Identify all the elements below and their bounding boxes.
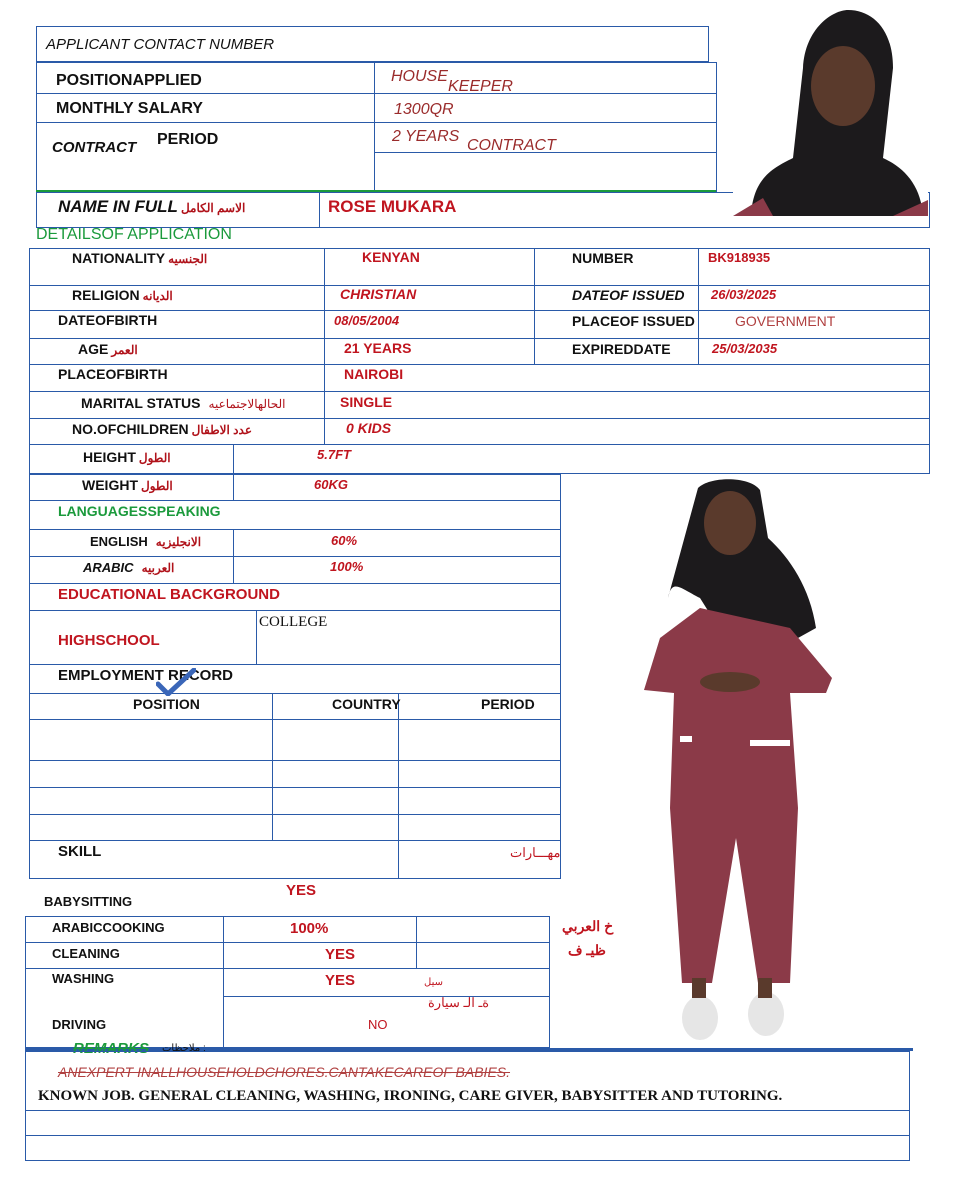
- education-level: HIGHSCHOOL: [58, 632, 160, 649]
- expire-label: EXPIREDDATE: [572, 341, 671, 357]
- skill-title: SKILL: [58, 843, 102, 860]
- age-value: 21 YEARS: [344, 340, 412, 356]
- cooking-label: ARABICCOOKING: [52, 920, 165, 935]
- salary-value: 1300QR: [394, 101, 454, 118]
- weight-value: 60KG: [314, 477, 348, 492]
- contract-label-1: CONTRACT: [52, 139, 137, 156]
- date-issued-label: DATEOF ISSUED: [572, 287, 685, 303]
- english-value: 60%: [331, 533, 358, 548]
- portrait-photo: [733, 8, 928, 216]
- marital-label: MARITAL STATUS الحالهالاجتماعيه: [81, 395, 286, 411]
- languages-title: LANGUAGESSPEAKING: [58, 503, 221, 519]
- full-body-photo: [640, 478, 835, 1048]
- driving-label: DRIVING: [52, 1017, 107, 1032]
- applicant-contact-label: APPLICANT CONTACT NUMBER: [46, 36, 275, 53]
- arabic-value: 100%: [330, 559, 364, 574]
- skill-title-ar: مهـــارات: [510, 845, 561, 860]
- place-issued-value: GOVERNMENT: [735, 313, 836, 329]
- ar-cleaning: ظيـ ف: [568, 942, 606, 958]
- arabic-label: ARABIC العربيه: [83, 560, 175, 575]
- ar-driving: ةـ الـ سيارة: [428, 995, 490, 1010]
- position-label: POSITIONAPPLIED: [56, 72, 202, 89]
- remarks-line-1: ANEXPERT INALLHOUSEHOLDCHORES.CANTAKECAREOF BABIES.: [58, 1064, 511, 1080]
- children-label: NO.OFCHILDREN عدد الاطفال: [72, 421, 252, 437]
- expire-value: 25/03/2035: [712, 341, 778, 356]
- employment-title: EMPLOYMENT RECORD: [58, 667, 234, 684]
- cooking-value: 100%: [290, 920, 329, 937]
- english-label: ENGLISH الانجليزيه: [90, 534, 202, 549]
- height-value: 5.7FT: [317, 447, 351, 462]
- passport-number-label: NUMBER: [572, 250, 634, 266]
- position-value-2: KEEPER: [448, 78, 513, 95]
- contract-value-2: CONTRACT: [467, 137, 556, 154]
- children-value: 0 KIDS: [346, 420, 392, 436]
- education-title: EDUCATIONAL BACKGROUND: [58, 586, 280, 603]
- nationality-label: NATIONALITY الجنسيه: [72, 250, 208, 266]
- height-label: HEIGHT الطول: [83, 449, 171, 465]
- cleaning-value: YES: [325, 946, 356, 963]
- pob-label: PLACEOFBIRTH: [58, 366, 168, 382]
- remarks-title-ar: ملاحظات :: [162, 1043, 206, 1054]
- col-position: POSITION: [133, 696, 200, 712]
- babysitting-value: YES: [286, 882, 317, 899]
- marital-value: SINGLE: [340, 394, 393, 410]
- dob-label: DATEOFBIRTH: [58, 312, 158, 328]
- passport-number-value: BK918935: [708, 250, 771, 265]
- religion-label: RELIGION الديانه: [72, 287, 173, 303]
- driving-value: NO: [368, 1017, 388, 1032]
- washing-value: YES: [325, 972, 356, 989]
- washing-label: WASHING: [52, 971, 115, 986]
- ar-washing: سيل: [424, 977, 443, 988]
- remarks-line-2: KNOWN JOB. GENERAL CLEANING, WASHING, IRONING, CARE GIVER, BABYSITTER AND TUTORING.: [38, 1088, 783, 1104]
- age-label: AGE العمر: [78, 341, 138, 357]
- salary-label: MONTHLY SALARY: [56, 100, 203, 117]
- dob-value: 08/05/2004: [334, 313, 400, 328]
- details-title: DETAILSOF APPLICATION: [36, 226, 232, 243]
- cleaning-label: CLEANING: [52, 946, 120, 961]
- details-table: [29, 248, 930, 474]
- ar-cooking: خ العربي: [562, 918, 614, 934]
- date-issued-value: 26/03/2025: [711, 287, 777, 302]
- remarks-title: REMARKS: [73, 1040, 149, 1057]
- position-value-1: HOUSE: [391, 68, 448, 85]
- name-label: NAME IN FULL الاسم الكامل: [58, 197, 246, 216]
- name-label-ar: الاسم الكامل: [180, 201, 246, 215]
- pob-value: NAIROBI: [344, 366, 404, 382]
- place-issued-label: PLACEOF ISSUED: [572, 313, 695, 329]
- contract-value-1: 2 YEARS: [392, 128, 460, 145]
- contract-label-2: PERIOD: [157, 131, 219, 148]
- col-country: COUNTRY: [332, 696, 401, 712]
- col-period: PERIOD: [481, 696, 535, 712]
- nationality-value: KENYAN: [362, 249, 420, 265]
- religion-value: CHRISTIAN: [340, 286, 417, 302]
- babysitting-label: BABYSITTING: [44, 894, 133, 909]
- education-college: COLLEGE: [259, 614, 328, 630]
- name-value: ROSE MUKARA: [328, 197, 457, 216]
- weight-label: WEIGHT الطول: [82, 477, 173, 493]
